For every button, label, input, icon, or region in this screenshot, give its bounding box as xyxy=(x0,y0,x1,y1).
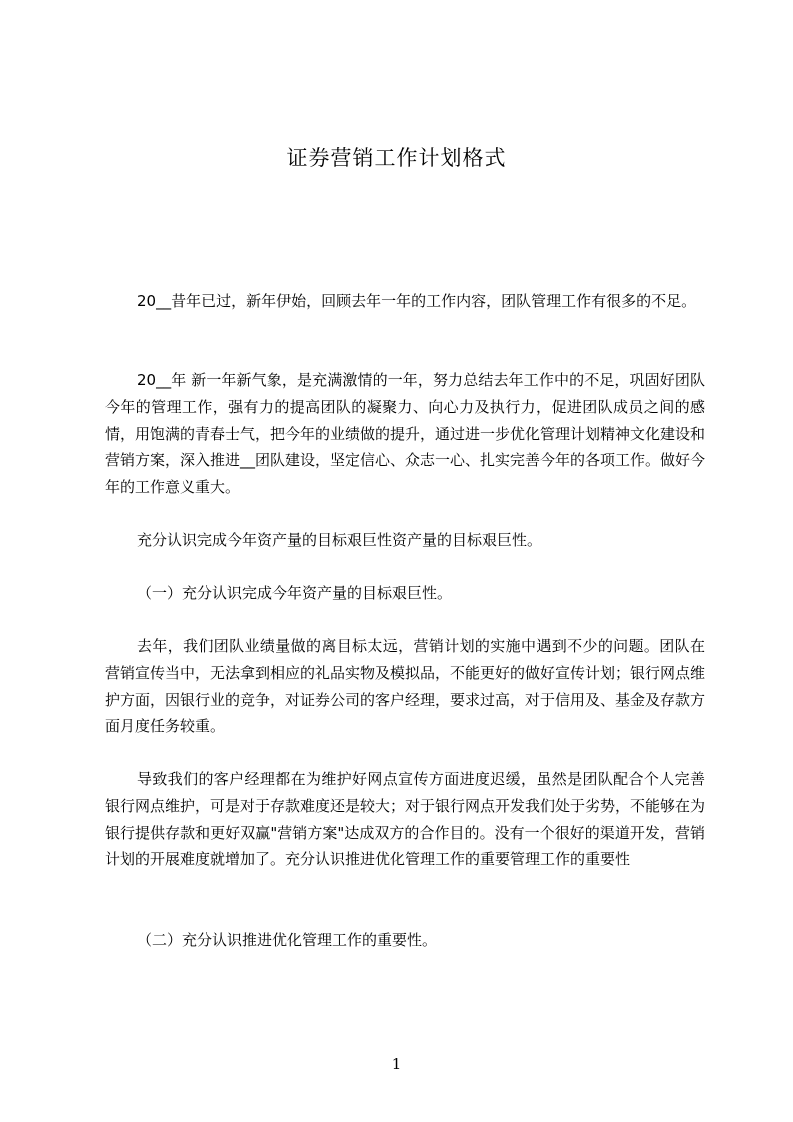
paragraph-last-year: 去年，我们团队业绩量做的离目标太远，营销计划的实施中遇到不少的问题。团队在营销宣传当中，无法拿到相应的礼品实物及模拟品，不能更好的做好宣传计划；银行网点维护方面，因银行业的竞争，对证券公司的客户经理，要求过高，对于信用及、基金及存款方面月度任务较重。 xyxy=(105,637,706,736)
section-heading-2: （二）充分认识推进优化管理工作的重要性。 xyxy=(137,931,438,949)
section-heading-1: （一）充分认识完成今年资产量的目标艰巨性。 xyxy=(137,584,453,602)
page-number: 1 xyxy=(391,1055,402,1073)
paragraph-summary: 充分认识完成今年资产量的目标艰巨性资产量的目标艰巨性。 xyxy=(137,531,543,549)
document-title: 证券营销工作计划格式 xyxy=(286,146,507,170)
paragraph-new-year: 20__年 新一年新气象，是充满激情的一年，努力总结去年工作中的不足，巩固好团队今年的管理工作，强有力的提高团队的凝聚力、向心力及执行力，促进团队成员之间的感情，用饱满的青春士气，把今年的业绩做的提升，通过进一步优化管理计划精神文化建设和营销方案，深入推进__团队建设，坚定信心、众志一心、扎实完善今年的各项工作。做好今年的工作意义重大。 xyxy=(105,371,706,497)
paragraph-consequence: 导致我们的客户经理都在为维护好网点宣传方面进度迟缓，虽然是团队配合个人完善银行网点维护，可是对于存款难度还是较大；对于银行网点开发我们处于劣势，不能够在为银行提供存款和更好双赢"营销方案"达成双方的合作目的。没有一个很好的渠道开发，营销计划的开展难度就增加了。充分认识推进优化管理工作的重要管理工作的重要性 xyxy=(105,770,706,869)
paragraph-intro: 20__昔年已过，新年伊始，回顾去年一年的工作内容，团队管理工作有很多的不足。 xyxy=(137,292,697,310)
